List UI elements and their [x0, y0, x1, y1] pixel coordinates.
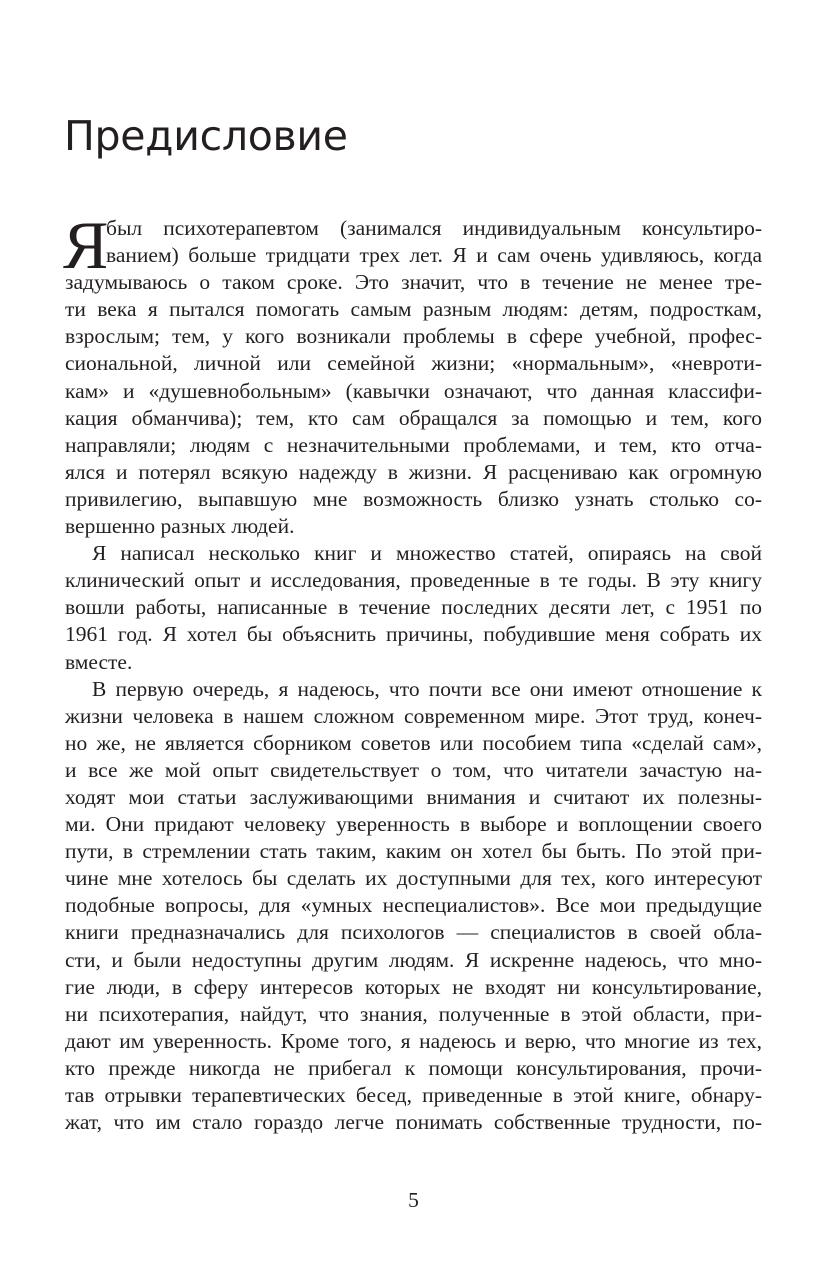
text-line: был психотерапевтом (занимался индивидуальным консультиро- [106, 216, 762, 240]
text-line: кто прежде никогда не прибегал к помощи консультирования, прочи- [65, 1055, 762, 1080]
text-line: привилегию, выпавшую мне возможность близко узнать столько со- [65, 486, 762, 511]
text-line: кам» и «душевнобольным» (кавычки означают, что данная классифи- [65, 378, 762, 403]
page-number: 5 [408, 1188, 419, 1212]
text-line: направляли; людям с незначительными проблемами, и тем, кто отча- [65, 432, 762, 457]
text-line: сиональной, личной или семейной жизни; «нормальным», «невроти- [65, 351, 762, 376]
text-line: ходят мои статьи заслуживающими внимания и считают их полезны- [65, 784, 762, 809]
text-line: взрослым; тем, у кого возникали проблемы в сфере учебной, профес- [65, 324, 762, 349]
text-line: чине мне хотелось бы сделать их доступными для тех, кого интересуют [65, 866, 762, 891]
text-line: но же, не является сборником советов или пособием типа «сделай сам», [65, 730, 762, 755]
text-line: жат, что им стало гораздо легче понимать собственные трудности, по- [65, 1110, 762, 1135]
chapter-title: Предисловие [64, 112, 348, 160]
text-line: и все же мой опыт свидетельствует о том, что читатели зачастую на- [65, 757, 762, 782]
text-line: 1961 год. Я хотел бы объяснить причины, побудившие меня собрать их [65, 622, 762, 647]
text-line: пути, в стремлении стать таким, каким он хотел бы быть. По этой при- [65, 839, 762, 864]
text-line: задумываюсь о таком сроке. Это значит, что в течение не менее тре- [65, 270, 762, 295]
body-text [63, 207, 762, 1136]
text-line: жизни человека в нашем сложном современном мире. Этот труд, конеч- [65, 703, 762, 728]
text-line: кация обманчива); тем, кто сам обращался за помощью и тем, кого [65, 405, 762, 430]
text-line: ми. Они придают человеку уверенность в выборе и воплощении своего [65, 812, 762, 837]
text-line: ни психотерапия, найдут, что знания, полученные в этой области, при- [65, 1001, 762, 1026]
text-line: вершенно разных людей. [65, 514, 295, 539]
text-line: сти, и были недоступны другим людям. Я искренне надеюсь, что мно- [65, 947, 762, 972]
text-line: клинический опыт и исследования, проведенные в те годы. В эту книгу [65, 568, 762, 593]
text-line: подобные вопросы, для «умных неспециалистов». Все мои предыдущие [65, 893, 762, 918]
text-line: гие люди, в сферу интересов которых не входят ни консультирование, [65, 974, 762, 999]
text-line: ти века я пытался помогать самым разным людям: детям, подросткам, [65, 297, 762, 322]
text-line: тав отрывки терапевтических бесед, приведенные в этой книге, обнару- [65, 1083, 762, 1107]
text-line: книги предназначались для психологов — специалистов в своей обла- [65, 920, 762, 945]
text-line: вошли работы, написанные в течение последних десяти лет, с 1951 по [65, 595, 762, 620]
drop-cap: Я [63, 207, 109, 283]
text-line: дают им уверенность. Кроме того, я надеюсь и верю, что многие из тех, [65, 1028, 762, 1053]
text-line: ялся и потерял всякую надежду в жизни. Я расцениваю как огромную [65, 459, 762, 484]
text-line: ванием) больше тридцати трех лет. Я и сам очень удивляюсь, когда [106, 243, 762, 268]
text-line: В первую очередь, я надеюсь, что почти все они имеют отношение к [92, 676, 762, 701]
text-line: Я написал несколько книг и множество статей, опираясь на свой [92, 541, 762, 566]
text-line: вместе. [65, 649, 133, 674]
